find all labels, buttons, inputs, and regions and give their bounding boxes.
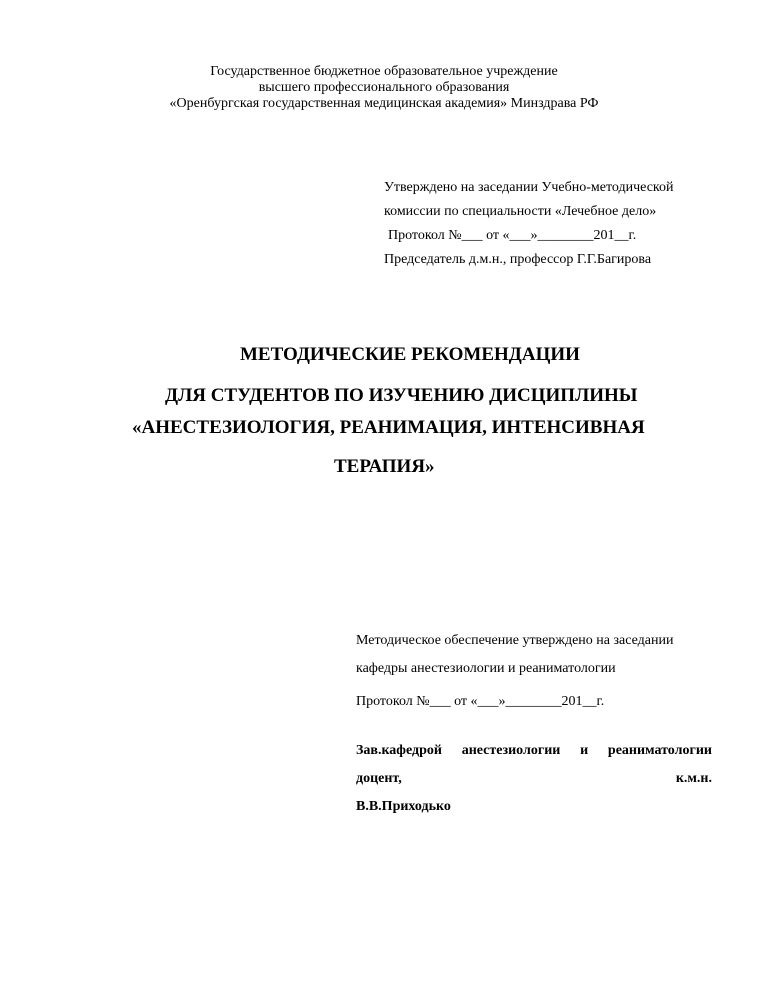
head-dept-word: Зав.кафедрой [356,743,442,758]
document-title-line-3: «АНЕСТЕЗИОЛОГИЯ, РЕАНИМАЦИЯ, ИНТЕНСИВНАЯ [132,417,645,438]
head-dept-name: В.В.Приходько [356,799,451,814]
institution-header [0,64,768,112]
methodical-approval-block [356,627,714,716]
document-title-line-1: МЕТОДИЧЕСКИЕ РЕКОМЕНДАЦИИ [240,344,580,365]
methodical-line-2: кафедры анестезиологии и реаниматологии [356,661,616,676]
approval-line-1: Утверждено на заседании Учебно-методической [384,180,674,195]
approval-protocol: Протокол №___ от «___»________201__г. [388,228,637,243]
head-of-department-block [356,737,712,821]
methodical-protocol: Протокол №___ от «___»________201__г. [356,694,605,709]
head-dept-degree: к.м.н. [675,771,712,786]
head-dept-word: и [580,743,589,758]
institution-line-1: Государственное бюджетное образовательное учреждение [210,64,558,79]
document-title-line-4: ТЕРАПИЯ» [334,456,435,477]
approval-chairman: Председатель д.м.н., профессор Г.Г.Багирова [384,252,652,267]
institution-line-2: высшего профессионального образования [258,80,510,95]
approval-line-2: комиссии по специальности «Лечебное дело» [384,204,657,219]
approval-block [384,176,674,272]
head-dept-word: анестезиологии [461,743,561,758]
methodical-line-1: Методическое обеспечение утверждено на заседании [356,633,674,648]
head-dept-line-2 [356,765,712,793]
document-title-line-2: ДЛЯ СТУДЕНТОВ ПО ИЗУЧЕНИЮ ДИСЦИПЛИНЫ [165,385,638,406]
head-dept-word: реаниматологии [607,743,712,758]
institution-line-3: «Оренбургская государственная медицинская академия» Минздрава РФ [169,96,599,111]
head-dept-position: доцент, [356,771,402,786]
head-dept-line-1 [356,737,712,765]
